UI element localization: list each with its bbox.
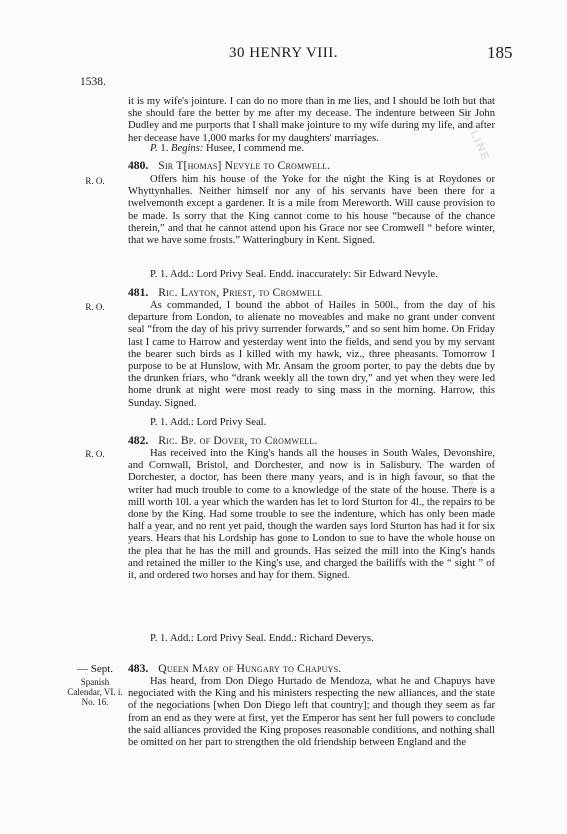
watermark: ONLINE [459, 470, 492, 524]
entry-body: As commanded, I bound the abbot of Hailes in 500l., from the day of his departure from London, to alienate no moveables and make no grant under convent seal “from the day of his privy surrender forwards,” and so sent him home. On Friday last I came to Harrow and yesterday went into the fields, and send you by my servant the bearer such birds as I killed with my hawk, viz., three pheasants. Tomorrow I purpose to be at Hunslow, with Mr. Ansam the groom porter, to pay the debts due by the drunken friars, who “drank weekly all the town dry,” and yet when they were led home drunk at night were most ready to sing mass in the morning. Harrow, this Sunday. Signed. [128, 300, 495, 409]
margin-source: Spanish Calendar, VI. i. No. 16. [67, 677, 123, 707]
page-number: 185 [487, 43, 513, 62]
year-marker: 1538. [80, 76, 106, 88]
entry-body: Has heard, from Don Diego Hurtado de Mendoza, what he and Chapuys have negociated with the King and his ministers respecting the new alliances, and the state of the negociations [when Don Diego left that country]; and though they seem as far from an end as they were at first, yet the Emperor has sent her full powers to conclude the said alliances provided the King proposes reasonable conditions, and nothing shall be omitted on her part to strengthen the old friendship between England and the [128, 676, 495, 749]
entry-number: 482. [128, 434, 149, 447]
entry-title: Sir T[homas] Nevyle to Cromwell. [158, 159, 331, 172]
running-header: 30 HENRY VIII. [228, 45, 339, 61]
watermark: ONLINE [459, 110, 492, 164]
entry-body: Has received into the King's hands all the houses in South Wales, Devonshire, and Cornwall, Bristol, and Dorchester, and now is in Salisbury. The warden of Dorchester, a doctor, has been there many years, and is in high favour, so that the writer had much trouble to come to a knowledge of the state of the house. There is a mill worth 10l. a year which the warden has let to lord Sturton for 4l., the repairs to be done by the King. Had some trouble to see the indenture, which has only been made half a year, and no rent yet paid, though the warden says lord Sturton has had it for six years. Hears that his Lordship has gone to London to sue to have the whole house on the plea that he has the mill and grounds. Has seized the mill into the King's hands and retained the miller to the King's use, and charged the bailiffs with the “ sight ” of it, and ordered two horses and hay for them. Signed. [128, 448, 495, 582]
margin-source: R. O. [85, 176, 105, 186]
margin-source: R. O. [85, 449, 105, 459]
entry-title: Queen Mary of Hungary to Chapuys. [158, 662, 342, 675]
entry-footnote: P. 1. Add.: Lord Privy Seal. Endd.: Richard Deverys. [150, 633, 374, 644]
continued-paragraph: it is my wife's jointure. I can do no more than in me lies, and I should be loth but that she should fare the better by me after my decease. The indenture between Sir John Dudley and me purports that I shall make jointure to my wife during my life, and after her decease have 1,000 marks for my daughters' marriages. [128, 96, 495, 144]
entry-heading [128, 434, 318, 447]
margin-date: — Sept. [76, 663, 114, 675]
entry-heading [128, 662, 341, 675]
entry-footnote: P. 1. Add.: Lord Privy Seal. Endd. inaccurately: Sir Edward Nevyle. [150, 269, 438, 280]
entry-footnote: P. 1. Begins: Husee, I commend me. [150, 143, 305, 154]
entry-heading [128, 286, 322, 299]
entry-footnote: P. 1. Add.: Lord Privy Seal. [150, 417, 267, 428]
margin-source: R. O. [85, 302, 105, 312]
entry-body: Offers him his house of the Yoke for the night the King is at Roydones or Whyttynhalles. Neither himself nor any of his servants have been there for a twelvemonth except a gardener. It is a mile from Mereworth. Will cause provision to be made. Is sorry that the King cannot come to his house “because of the chance therein,” and that he cannot attend upon his Grace nor see Cromwell “ before winter, that we have some frosts.” Watteringbury in Kent. Signed. [128, 174, 495, 247]
entry-number: 483. [128, 662, 149, 675]
entry-number: 480. [128, 159, 149, 172]
entry-title: Ric. Bp. of Dover, to Cromwell. [158, 434, 318, 447]
entry-title: Ric. Layton, Priest, to Cromwell [158, 286, 323, 299]
entry-number: 481. [128, 286, 149, 299]
entry-heading [128, 159, 330, 172]
